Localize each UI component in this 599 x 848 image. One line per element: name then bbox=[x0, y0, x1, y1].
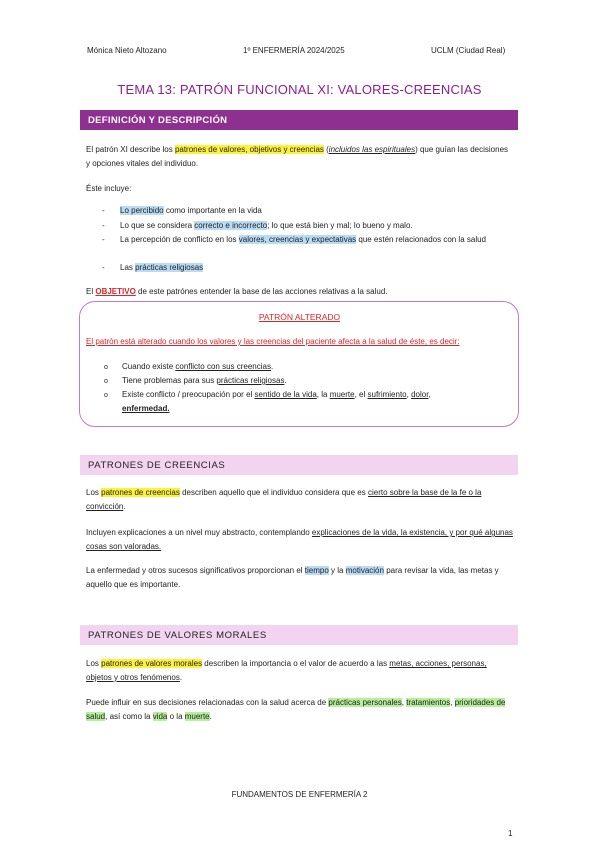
text: Las bbox=[120, 263, 136, 272]
altered-heading: PATRÓN ALTERADO bbox=[258, 312, 341, 322]
text: Tiene problemas para sus bbox=[122, 376, 217, 385]
text: Incluyen explicaciones a un nivel muy abstracto, contemplando bbox=[86, 528, 312, 537]
objetivo-label: OBJETIVO bbox=[95, 287, 136, 296]
paragraph-creencias-2 bbox=[86, 526, 514, 554]
highlight: Lo percibido bbox=[120, 206, 164, 215]
text: El patrón XI describe los bbox=[86, 145, 175, 154]
header-course: 1º ENFERMERÍA 2024/2025 bbox=[243, 46, 345, 55]
header-author: Mónica Nieto Altozano bbox=[87, 46, 167, 55]
footer-text: FUNDAMENTOS DE ENFERMERÍA 2 bbox=[231, 790, 368, 799]
text: , el bbox=[354, 390, 368, 399]
paragraph-creencias-3 bbox=[86, 564, 514, 592]
text: . bbox=[270, 362, 274, 371]
text: o la bbox=[167, 712, 185, 721]
list-item: o Existe conflicto / preocupación por el sentido de la vida, la muerte, el sufrimiento, dolor, bbox=[104, 390, 431, 399]
text: describen aquello que el individuo considera que es bbox=[179, 488, 368, 497]
text: , bbox=[450, 698, 455, 707]
list-item: - Lo que se considera correcto e incorrecto; lo que está bien y mal; lo bueno y malo. bbox=[102, 221, 413, 230]
highlight: correcto e incorrecto bbox=[194, 221, 268, 230]
section-heading: DEFINICIÓN Y DESCRIPCIÓN bbox=[88, 115, 228, 126]
text: La percepción de conflicto en los bbox=[120, 235, 239, 244]
underlined-text: dolor bbox=[411, 390, 429, 399]
page-number: 1 bbox=[508, 829, 513, 838]
text: , bbox=[406, 390, 412, 399]
underlined-text: incluidos las espirituales bbox=[328, 145, 416, 154]
text: Existe conflicto / preocupación por el bbox=[122, 390, 255, 399]
highlight: prácticas personales bbox=[328, 698, 402, 707]
highlight: patrones de valores, objetivos y creencias bbox=[174, 145, 324, 154]
highlight: patrones de valores morales bbox=[101, 659, 203, 668]
underlined-text: sufrimiento bbox=[367, 390, 407, 399]
paragraph-valores-2 bbox=[86, 696, 514, 724]
text: , la bbox=[316, 390, 330, 399]
highlight: tratamientos bbox=[406, 698, 451, 707]
list-item: - La percepción de conflicto en los valores, creencias y expectativas que estén relacionados con la salud bbox=[102, 235, 487, 244]
header-university: UCLM (Ciudad Real) bbox=[431, 46, 506, 55]
highlight: prácticas religiosas bbox=[135, 263, 204, 272]
text: de este patrónes entender la base de las acciones relativas a la salud. bbox=[135, 287, 388, 296]
text: El bbox=[86, 287, 96, 296]
section-band-definicion bbox=[80, 110, 518, 130]
underlined-text: prácticas religiosas bbox=[216, 376, 285, 385]
text: Lo que se considera bbox=[120, 221, 195, 230]
list-item: o Tiene problemas para sus prácticas religiosas. bbox=[104, 376, 287, 385]
text: , así como la bbox=[105, 712, 153, 721]
highlight: vida bbox=[152, 712, 168, 721]
text: Puede influir en sus decisiones relacionadas con la salud acerca de bbox=[86, 698, 329, 707]
underlined-text: enfermedad. bbox=[122, 404, 170, 413]
text: La enfermedad y otros sucesos significativos proporcionan el bbox=[86, 566, 305, 575]
list-item: o Cuando existe conflicto con sus creencias. bbox=[104, 362, 274, 371]
paragraph-description bbox=[86, 143, 514, 171]
text: y la bbox=[328, 566, 346, 575]
paragraph-objetivo bbox=[86, 285, 514, 299]
altered-intro: El patrón está alterado cuando los valores y las creencias del paciente afecta a la salud de éste, es decir: bbox=[86, 337, 460, 346]
text: , bbox=[401, 698, 407, 707]
text: . bbox=[123, 502, 126, 511]
section-heading: PATRONES DE CREENCIAS bbox=[88, 460, 226, 471]
text: . bbox=[209, 712, 212, 721]
text: describen la importancia o el valor de acuerdo a las bbox=[202, 659, 390, 668]
highlight: valores, creencias y expectativas bbox=[238, 235, 357, 244]
underlined-text: metas, acciones, personas, objetos y otros fenómenos bbox=[86, 659, 487, 682]
list-item-continuation bbox=[122, 402, 170, 416]
text: Los bbox=[86, 488, 102, 497]
highlight: motivación bbox=[345, 566, 384, 575]
list-item: - Lo percibido como importante en la vida bbox=[102, 206, 262, 215]
section-band-creencias bbox=[80, 455, 518, 475]
text: como importante en la vida bbox=[163, 206, 262, 215]
text: , bbox=[428, 390, 431, 399]
text: Los bbox=[86, 659, 102, 668]
text: para revisar la vida, las metas y aquello que es importante. bbox=[86, 566, 499, 589]
page-title: TEMA 13: PATRÓN FUNCIONAL XI: VALORES-CREENCIAS bbox=[117, 82, 482, 97]
paragraph-incluye: Éste incluye: bbox=[86, 184, 132, 193]
paragraph-creencias-1 bbox=[86, 486, 514, 514]
underlined-text: cierto sobre la base de la fe o la convicción bbox=[86, 488, 482, 511]
text: ) que guían las decisiones y opciones vitales del individuo. bbox=[86, 145, 509, 168]
highlight: patrones de creencias bbox=[101, 488, 180, 497]
text: que estén relacionados con la salud bbox=[356, 235, 487, 244]
underlined-text: sentido de la vida bbox=[254, 390, 317, 399]
list-item: - Las prácticas religiosas bbox=[102, 263, 204, 272]
highlight: muerte bbox=[184, 712, 210, 721]
text: ( bbox=[323, 145, 329, 154]
text: . bbox=[179, 673, 183, 682]
section-band-valores bbox=[80, 625, 518, 645]
text: ; lo que está bien y mal; lo bueno y malo. bbox=[267, 221, 413, 230]
text: Cuando existe bbox=[122, 362, 176, 371]
section-heading: PATRONES DE VALORES MORALES bbox=[88, 630, 267, 641]
highlight: tiempo bbox=[304, 566, 329, 575]
underlined-text: explicaciones de la vida, la existencia, y por qué algunas cosas son valoradas. bbox=[86, 528, 513, 551]
text: . bbox=[284, 376, 287, 385]
underlined-text: conflicto con sus creencias bbox=[175, 362, 271, 371]
highlight: prioridades de salud bbox=[86, 698, 506, 721]
paragraph-valores-1 bbox=[86, 657, 514, 685]
underlined-text: muerte bbox=[329, 390, 355, 399]
